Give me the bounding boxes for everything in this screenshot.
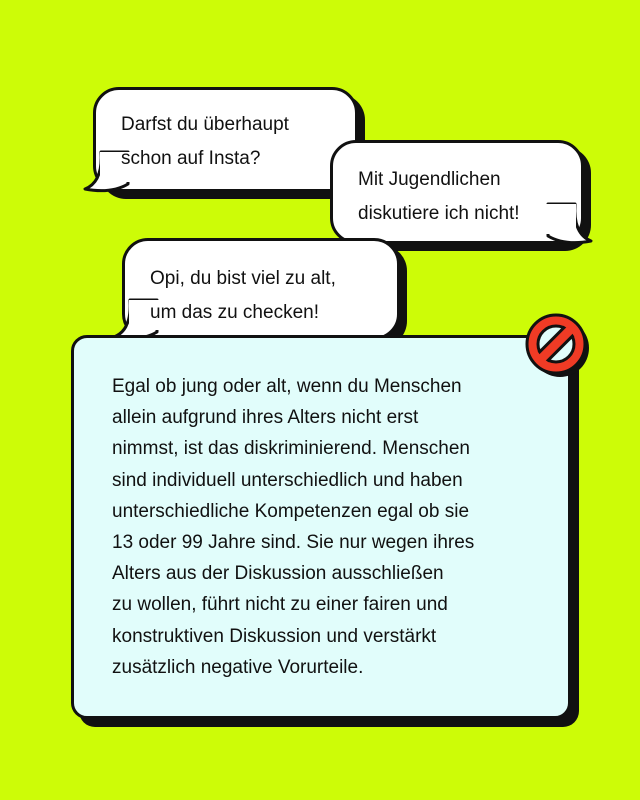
message-line: diskutiere ich nicht! [358, 203, 520, 224]
info-line: Egal ob jung oder alt, wenn du Menschen [112, 376, 462, 397]
message-line: Mit Jugendlichen [358, 169, 501, 190]
message-text [150, 262, 336, 330]
info-line: konstruktiven Diskussion und verstärkt [112, 625, 437, 647]
message-line: Darfst du überhaupt [121, 114, 289, 135]
info-card-text [112, 371, 552, 683]
info-line: sind individuell unterschiedlich und haben [112, 469, 463, 491]
bubble-tail [545, 204, 595, 249]
prohibited-icon [521, 309, 593, 381]
info-line: 13 oder 99 Jahre sind. Sie nur wegen ihres [112, 532, 475, 554]
message-line: Opi, du bist viel zu alt, [150, 268, 336, 289]
info-line: zusätzlich negative Vorurteile. [112, 656, 364, 678]
message-text [358, 163, 520, 231]
message-text [121, 108, 289, 176]
message-bubble-2 [330, 140, 584, 244]
info-line: zu wollen, führt nicht zu einer fairen und [112, 594, 448, 616]
info-line: Alters aus der Diskussion ausschließen [112, 563, 444, 585]
message-bubble-3 [122, 238, 400, 340]
info-line: allein aufgrund ihres Alters nicht erst [112, 407, 419, 429]
info-line: nimmst, ist das diskriminierend. Menschen [112, 438, 470, 460]
info-card [71, 335, 571, 719]
message-line: schon auf Insta? [121, 148, 261, 169]
message-bubble-1 [93, 87, 358, 192]
info-line: unterschiedliche Kompetenzen egal ob sie [112, 500, 470, 522]
message-line: um das zu checken! [150, 302, 319, 323]
